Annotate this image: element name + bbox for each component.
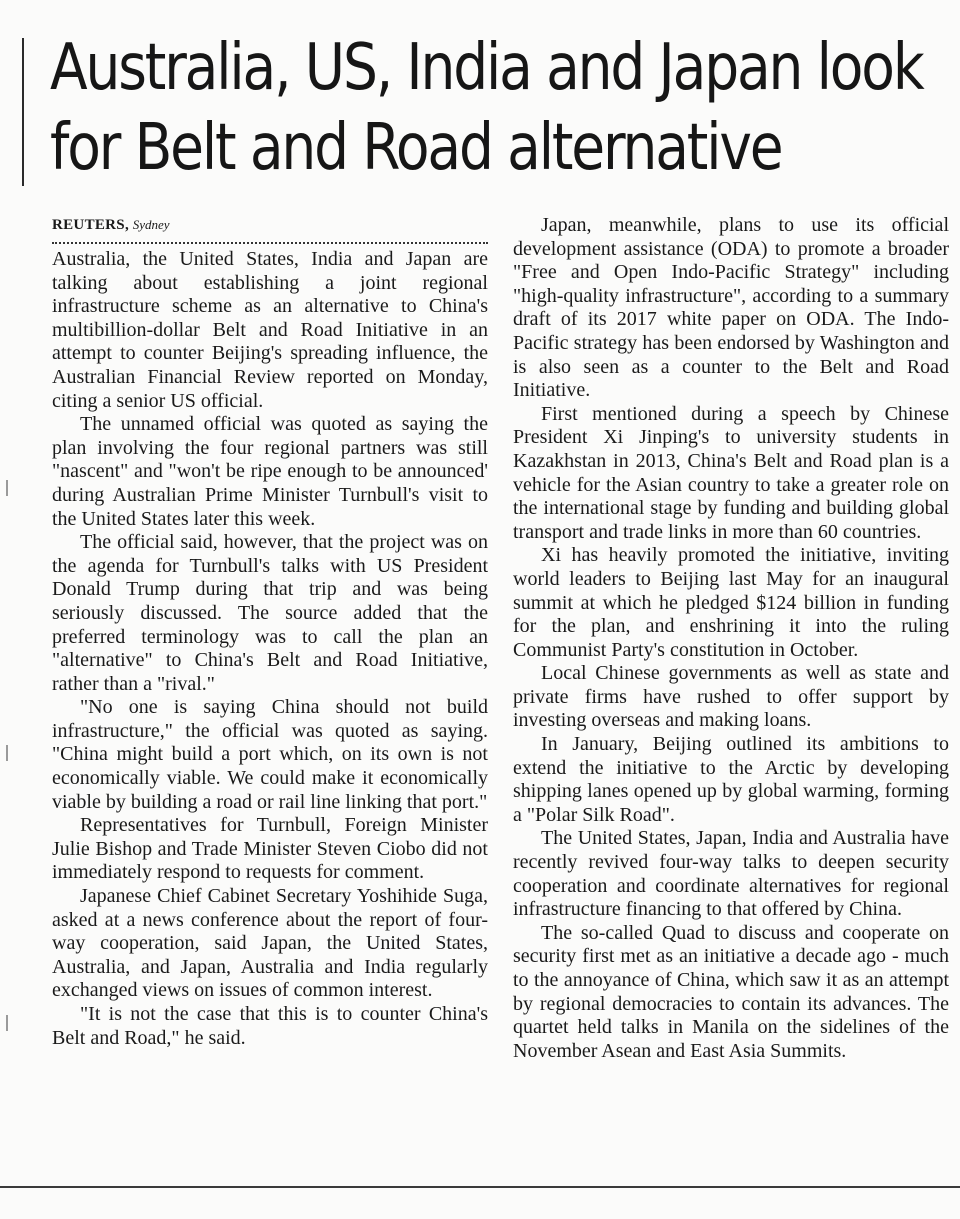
margin-mark xyxy=(6,480,8,496)
byline xyxy=(52,214,488,238)
byline-agency: REUTERS, xyxy=(52,217,130,233)
paragraph: The official said, however, that the project was on the agenda for Turnbull's talks with US President Donald Trump during that trip and was being seriously discussed. The source added that the preferred terminology was to call the plan an "alternative" to China's Belt and Road Initiative, rather than a "rival." xyxy=(52,531,488,695)
margin-mark xyxy=(6,1015,8,1031)
article-column-left xyxy=(52,214,488,1050)
byline-location: Sydney xyxy=(132,217,170,232)
paragraph: In January, Beijing outlined its ambitions to extend the initiative to the Arctic by developing shipping lanes opened up by global warming, forming a "Polar Silk Road". xyxy=(513,733,949,826)
paragraph: "No one is saying China should not build infrastructure," the official was quoted as saying. "China might build a port which, on its own is not economically viable. We could make it economically viable by building a road or rail line linking that port." xyxy=(52,696,488,813)
article-headline xyxy=(50,28,923,188)
paragraph: Representatives for Turnbull, Foreign Minister Julie Bishop and Trade Minister Steven Ciobo did not immediately respond to requests for comment. xyxy=(52,814,488,884)
paragraph: Japan, meanwhile, plans to use its official development assistance (ODA) to promote a broader "Free and Open Indo-Pacific Strategy" including "high-quality infrastructure", according to a summary draft of its 2017 white paper on ODA. The Indo-Pacific strategy has been endorsed by Washington and is also seen as a counter to the Belt and Road Initiative. xyxy=(513,214,949,402)
paragraph: The so-called Quad to discuss and cooperate on security first met as an initiative a decade ago - much to the annoyance of China, which saw it as an attempt by regional democracies to contain its advances. The quartet held talks in Manila on the sidelines of the November Asean and East Asia Summits. xyxy=(513,921,949,1062)
paragraph: Australia, the United States, India and Japan are talking about establishing a joint regional infrastructure scheme as an alternative to China's multibillion-dollar Belt and Road Initiative in an attempt to counter Beijing's spreading influence, the Australian Financial Review reported on Monday, citing a senior US official. xyxy=(52,248,488,412)
article-column-right xyxy=(513,214,949,1063)
paragraph: Japanese Chief Cabinet Secretary Yoshihide Suga, asked at a news conference about the report of four-way cooperation, said Japan, the United States, Australia, and Japan, Australia and India regularly exchanged views on issues of common interest. xyxy=(52,885,488,1002)
paragraph: "It is not the case that this is to counter China's Belt and Road," he said. xyxy=(52,1003,488,1049)
paragraph: The unnamed official was quoted as saying the plan involving the four regional partners was still "nascent" and "won't be ripe enough to be announced' during Australian Prime Minister Turnbull's visit to the United States later this week. xyxy=(52,413,488,530)
paragraph: Local Chinese governments as well as state and private firms have rushed to offer support by investing overseas and making loans. xyxy=(513,662,949,732)
paragraph: First mentioned during a speech by Chinese President Xi Jinping's to university students in Kazakhstan in 2013, China's Belt and Road plan is a vehicle for the Asian country to take a greater role on the international stage by funding and building global transport and trade links in more than 60 countries. xyxy=(513,402,949,543)
headline-line-2: for Belt and Road alternative xyxy=(50,111,782,185)
margin-mark xyxy=(6,745,8,761)
headline-side-rule xyxy=(22,38,24,186)
paragraph: Xi has heavily promoted the initiative, inviting world leaders to Beijing last May for an inaugural summit at which he pledged $124 billion in funding for the plan, and enshrining it into the ruling Communist Party's constitution in October. xyxy=(513,544,949,661)
headline-line-1: Australia, US, India and Japan look xyxy=(50,31,923,105)
paragraph: The United States, Japan, India and Australia have recently revived four-way talks to deepen security cooperation and coordinate alternatives for regional infrastructure financing to that offered by China. xyxy=(513,827,949,921)
bottom-rule xyxy=(0,1186,960,1188)
byline-divider xyxy=(52,242,488,244)
